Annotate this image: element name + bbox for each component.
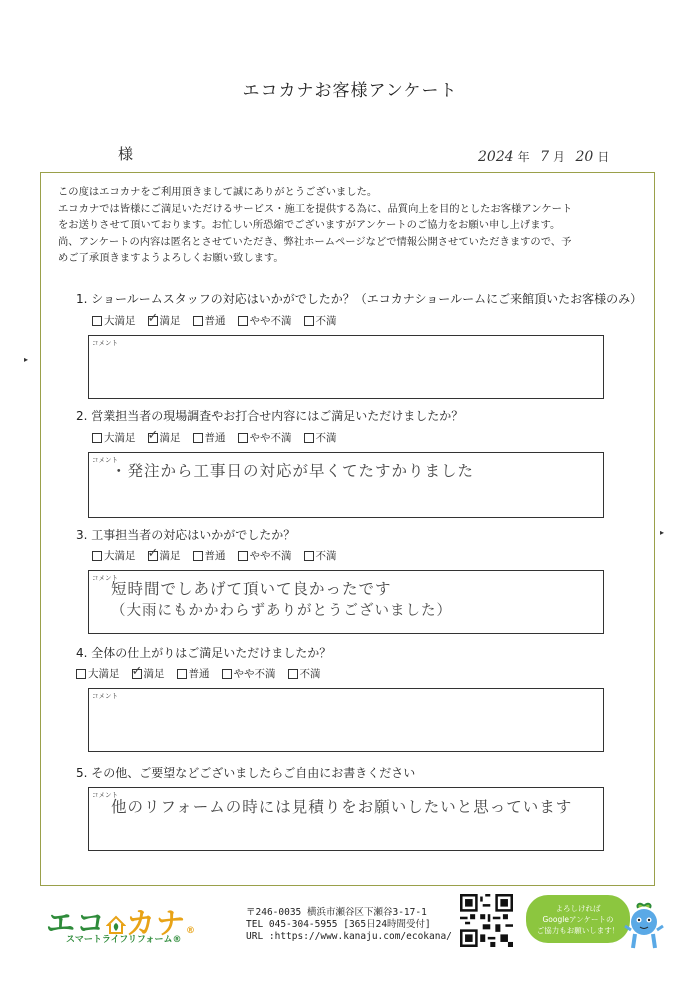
- logo-registered-mark: ®: [186, 926, 197, 936]
- option-label: 普通: [188, 668, 210, 680]
- date-day: 20: [575, 149, 594, 165]
- checkbox[interactable]: [92, 551, 102, 561]
- comment-label: コメント: [92, 339, 118, 347]
- rating-option[interactable]: [148, 313, 181, 328]
- google-survey-bubble: [526, 895, 630, 943]
- rating-option[interactable]: [304, 548, 337, 563]
- logo-text-left: エコ: [46, 906, 107, 940]
- rating-option[interactable]: [193, 548, 226, 563]
- question-4: 4. 全体の仕上がりはご満足いただけましたか？: [76, 646, 332, 660]
- option-label: 満足: [159, 315, 181, 327]
- checkbox[interactable]: [132, 669, 142, 679]
- checkbox[interactable]: [193, 551, 203, 561]
- checkbox[interactable]: [76, 669, 86, 679]
- mascot-icon: [623, 902, 665, 954]
- comment-line: 他のリフォームの時には見積りをお願いしたいと思っています: [111, 798, 573, 816]
- rating-option[interactable]: [238, 548, 292, 563]
- comment-label: コメント: [92, 456, 118, 464]
- comment-label: コメント: [92, 692, 118, 700]
- option-label: 満足: [159, 432, 181, 444]
- rating-option[interactable]: [76, 666, 120, 681]
- date-year: 2024: [478, 149, 514, 165]
- bubble-line: よろしければ: [555, 903, 601, 913]
- checkbox[interactable]: [304, 551, 314, 561]
- scan-margin-mark: ▸: [24, 355, 29, 364]
- checkbox[interactable]: [193, 433, 203, 443]
- checkbox[interactable]: [92, 316, 102, 326]
- checkbox[interactable]: [238, 433, 248, 443]
- option-label: やや不満: [249, 432, 292, 444]
- rating-option[interactable]: [288, 666, 321, 681]
- date-year-label: 年: [517, 150, 530, 164]
- checkbox[interactable]: [148, 316, 158, 326]
- rating-option[interactable]: [132, 666, 165, 681]
- address: 〒246-0035 横浜市瀬谷区下瀬谷3-17-1: [246, 907, 427, 918]
- checkbox[interactable]: [304, 433, 314, 443]
- logo-tagline: スマートライフリフォーム®: [66, 935, 182, 945]
- rating-option[interactable]: [92, 548, 136, 563]
- option-label: 普通: [204, 315, 226, 327]
- rating-option[interactable]: [238, 313, 292, 328]
- rating-option[interactable]: [222, 666, 276, 681]
- option-label: 不満: [315, 315, 337, 327]
- option-label: 大満足: [88, 668, 120, 680]
- rating-option[interactable]: [92, 430, 136, 445]
- comment-label: コメント: [92, 574, 118, 582]
- option-label: 満足: [159, 550, 181, 562]
- checkbox[interactable]: [193, 316, 203, 326]
- bubble-line: ご協力もお願いします！: [536, 925, 620, 935]
- rating-option[interactable]: [148, 548, 181, 563]
- comment-box-3[interactable]: [88, 570, 604, 634]
- qr-code-icon[interactable]: [460, 894, 513, 947]
- comment-box-5[interactable]: [88, 787, 604, 851]
- option-label: やや不満: [249, 550, 292, 562]
- question-5: 5. その他、ご要望などございましたらご自由にお書きください: [76, 766, 416, 780]
- option-label: 大満足: [104, 432, 136, 444]
- comment-box-4[interactable]: [88, 688, 604, 752]
- rating-option[interactable]: [148, 430, 181, 445]
- rating-option[interactable]: [238, 430, 292, 445]
- comment-line: 短時間でしあげて頂いて良かったです: [111, 580, 392, 598]
- checkbox[interactable]: [92, 433, 102, 443]
- intro-line: をお送りさせて頂いております。お忙しい所恐縮でございますがアンケートのご協力をお願い申し上げます。: [58, 219, 561, 231]
- option-label: 不満: [315, 432, 337, 444]
- form-title: エコカナお客様アンケート: [242, 81, 458, 101]
- rating-option[interactable]: [92, 313, 136, 328]
- intro-text: [58, 184, 653, 267]
- comment-line: （大雨にもかかわらずありがとうございました）: [111, 603, 452, 619]
- intro-line: この度はエコカナをご利用頂きまして誠にありがとうございました。: [58, 186, 378, 198]
- checkbox[interactable]: [238, 316, 248, 326]
- rating-option[interactable]: [193, 430, 226, 445]
- rating-options-1: [92, 313, 337, 328]
- comment-box-2[interactable]: [88, 452, 604, 518]
- checkbox[interactable]: [177, 669, 187, 679]
- date-month-label: 月: [553, 150, 566, 164]
- checkbox[interactable]: [148, 551, 158, 561]
- rating-options-2: [92, 430, 337, 445]
- bubble-line: Googleアンケートの: [542, 914, 614, 924]
- option-label: 大満足: [104, 550, 136, 562]
- comment-label: コメント: [92, 791, 118, 799]
- checkbox[interactable]: [148, 433, 158, 443]
- intro-line: めご了承頂きますようよろしくお願い致します。: [58, 252, 284, 264]
- question-2: 2. 営業担当者の現場調査やお打合せ内容にはご満足いただけましたか？: [76, 409, 464, 423]
- rating-options-4: [76, 666, 321, 681]
- option-label: 満足: [143, 668, 165, 680]
- option-label: 不満: [315, 550, 337, 562]
- intro-line: 尚、アンケートの内容は匿名とさせていただき、弊社ホームページなどで情報公開させていただきますので、予: [58, 235, 572, 248]
- logo-text-right: カナ: [126, 906, 187, 940]
- comment-box-1[interactable]: [88, 335, 604, 399]
- option-label: 普通: [204, 432, 226, 444]
- scan-margin-mark: ▸: [660, 528, 665, 537]
- option-label: やや不満: [249, 315, 292, 327]
- rating-option[interactable]: [177, 666, 210, 681]
- comment-line: ・発注から工事日の対応が早くてたすかりました: [111, 462, 475, 480]
- rating-option[interactable]: [304, 430, 337, 445]
- checkbox[interactable]: [304, 316, 314, 326]
- rating-option[interactable]: [193, 313, 226, 328]
- rating-options-3: [92, 548, 337, 563]
- question-1: 1. ショールームスタッフの対応はいかがでしたか？（エコカナショールームにご来館頂いたお客様のみ）: [76, 292, 643, 306]
- customer-honorific: 様: [118, 145, 134, 163]
- option-label: 不満: [299, 668, 321, 680]
- option-label: 普通: [204, 550, 226, 562]
- rating-option[interactable]: [304, 313, 337, 328]
- date-month: 7: [540, 149, 550, 165]
- checkbox[interactable]: [288, 669, 298, 679]
- date-day-label: 日: [597, 150, 610, 164]
- checkbox[interactable]: [222, 669, 232, 679]
- checkbox[interactable]: [238, 551, 248, 561]
- option-label: やや不満: [233, 668, 276, 680]
- website-url[interactable]: URL :https://www.kanaju.com/ecokana/: [246, 931, 452, 942]
- contact-info: [246, 907, 452, 943]
- date-field: [478, 148, 615, 165]
- phone: TEL 045-304-5955 [365日24時間受付]: [246, 919, 431, 930]
- intro-line: エコカナでは皆様にご満足いただけるサービス・施工を提供する為に、品質向上を目的としたお客様アンケート: [58, 202, 573, 215]
- question-3: 3. 工事担当者の対応はいかがでしたか？: [76, 528, 296, 542]
- option-label: 大満足: [104, 315, 136, 327]
